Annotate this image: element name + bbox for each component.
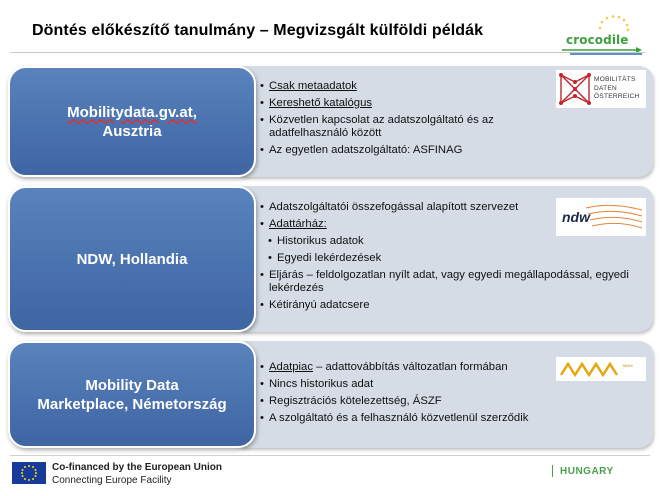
example-row-austria xyxy=(8,66,653,177)
bullet-item xyxy=(260,299,553,312)
bullet-text: Nincs historikus adat xyxy=(269,378,374,390)
header-divider xyxy=(10,52,645,53)
bullet-item xyxy=(260,80,553,93)
bullet-text: Kereshető katalógus xyxy=(269,97,372,109)
bullet-text: Csak metaadatok xyxy=(269,80,357,92)
bullet-item xyxy=(260,395,553,408)
eu-flag-icon xyxy=(12,462,46,484)
bullet-item xyxy=(260,378,553,391)
bullet-text: – adattovábbítás változatlan formában xyxy=(312,361,508,373)
mdm-logo xyxy=(556,357,646,381)
bullet-subitem xyxy=(260,252,553,265)
bullet-item xyxy=(260,114,553,140)
logo-text-line: MOBILITÄTS xyxy=(594,76,636,83)
bullet-text: Historikus adatok xyxy=(277,235,364,247)
mdm-wordmark: MDM xyxy=(623,363,633,368)
footer-funding-text xyxy=(52,461,222,487)
bullet-text: A szolgáltató és a felhasználó közvetlenül szerződik xyxy=(269,412,529,424)
bullet-text: Közvetlen kapcsolat az adatszolgáltató és az adatfelhasználó között xyxy=(269,114,494,139)
bullet-text: Adattárház: xyxy=(269,218,327,230)
logo-text-line: ÖSTERREICH xyxy=(594,93,640,100)
mobilitaetsdaten-icon xyxy=(559,73,591,105)
label-line-1: Mobilitydata.gv.at, xyxy=(67,103,197,121)
footer-divider xyxy=(10,455,650,456)
page-title: Döntés előkészítő tanulmány – Megvizsgált külföldi példák xyxy=(32,22,484,39)
bullet-item xyxy=(260,144,553,157)
country-label-box xyxy=(8,186,256,332)
bullet-text: Adatszolgáltatói összefogással alapított szervezet xyxy=(269,201,519,213)
mdm-wave-icon xyxy=(560,361,620,377)
label-line-2: Ausztria xyxy=(102,122,162,140)
mobilitaetsdaten-logo xyxy=(556,70,646,108)
bullet-item xyxy=(260,269,661,295)
bullet-list xyxy=(260,80,553,161)
bullet-text: Eljárás – feldolgozatlan nyílt adat, vagy egyedi megállapodással, egyedi lekérdezés xyxy=(269,269,629,294)
label-line-1: NDW, Hollandia xyxy=(76,250,188,268)
eu-stars-icon xyxy=(596,14,632,34)
bullet-item xyxy=(260,361,553,374)
bullet-text: Kétirányú adatcsere xyxy=(269,299,370,311)
example-row-germany xyxy=(8,341,653,448)
country-label-box xyxy=(8,341,256,448)
bullet-item xyxy=(260,412,553,425)
logo-text-line: DATEN xyxy=(594,84,618,92)
crocodile-logo xyxy=(560,14,646,54)
bullet-list xyxy=(260,361,553,429)
facility-label: Connecting Europe Facility xyxy=(52,475,172,486)
label-line-1: Mobility Data xyxy=(85,376,179,394)
bullet-item xyxy=(260,201,553,214)
cofinanced-label: Co-financed by the European Union xyxy=(52,462,223,473)
bullet-link-text: Adatpiac xyxy=(269,361,313,373)
bullet-item xyxy=(260,97,553,110)
country-label: HUNGARY xyxy=(560,466,614,477)
bullet-text: Az egyetlen adatszolgáltató: ASFINAG xyxy=(269,144,463,156)
country-divider xyxy=(552,465,553,477)
example-row-netherlands xyxy=(8,186,653,332)
bullet-item xyxy=(260,218,553,231)
bullet-text: Egyedi lekérdezések xyxy=(277,252,382,264)
bullet-subitem xyxy=(260,235,553,248)
country-label-box xyxy=(8,66,256,177)
ndw-wordmark: ndw xyxy=(562,209,590,225)
brand-wordmark: crocodile xyxy=(566,33,629,47)
label-line-2: Marketplace, Németország xyxy=(37,395,227,413)
bullet-text: Regisztrációs kötelezettség, ÁSZF xyxy=(269,395,442,407)
ndw-logo xyxy=(556,198,646,236)
